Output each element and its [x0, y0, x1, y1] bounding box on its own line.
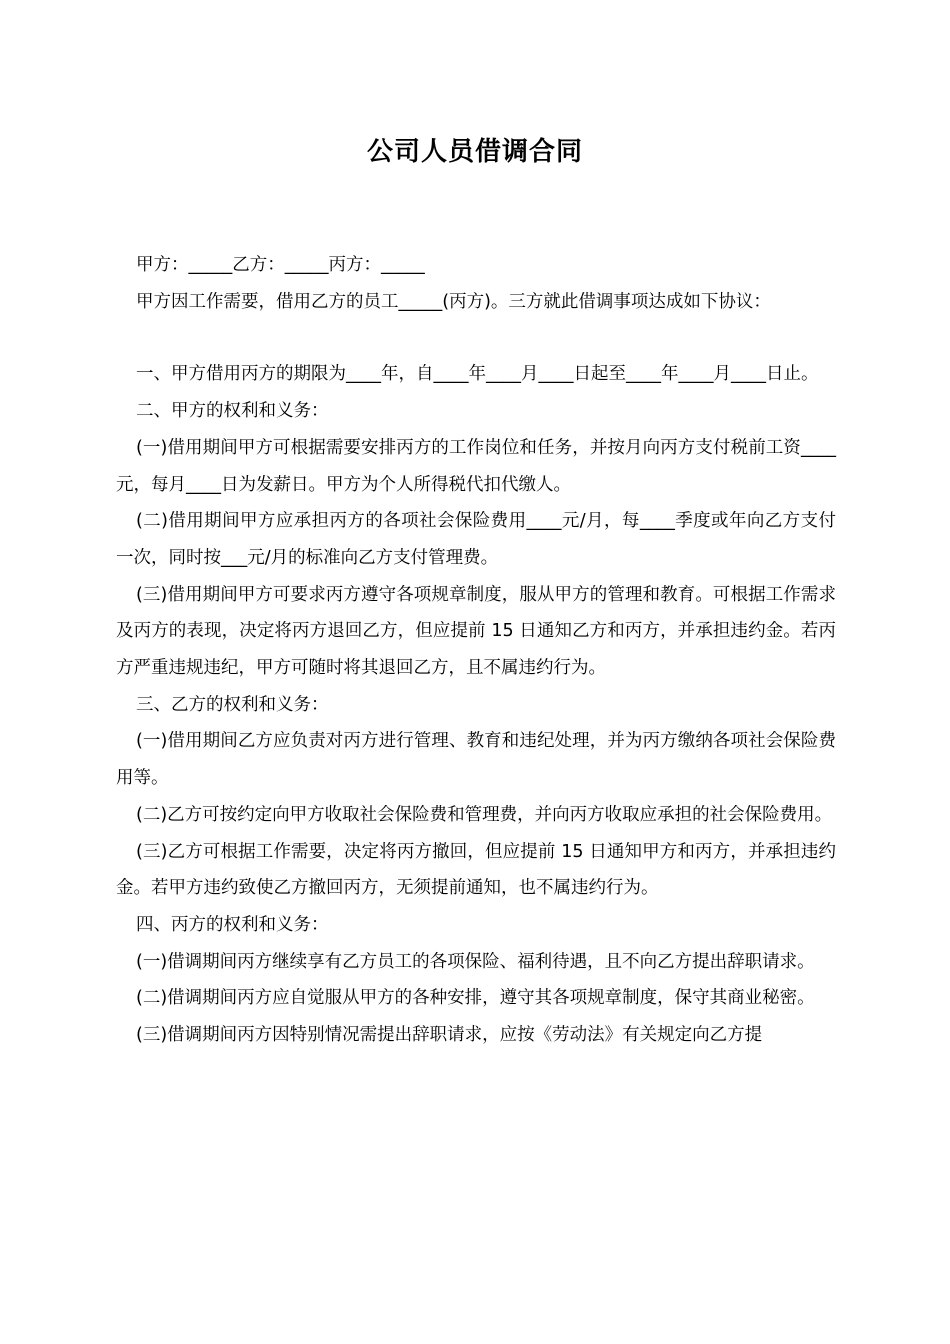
paragraph-spacer [116, 320, 836, 356]
clause-3-1: (一)借用期间乙方应负责对丙方进行管理、教育和违纪处理，并为丙方缴纳各项社会保险费用等。 [116, 731, 836, 789]
clause-4-2: (二)借调期间丙方应自觉服从甲方的各种安排，遵守其各项规章制度，保守其商业秘密。 [136, 988, 815, 1009]
document-body [116, 247, 836, 1054]
clause-4-1: (一)借调期间丙方继续享有乙方员工的各项保险、福利待遇，且不向乙方提出辞职请求。 [136, 951, 815, 972]
clause-2-2: (二)借用期间甲方应承担丙方的各项社会保险费用____元/月，每____季度或年向乙方支付一次，同时按___元/月的标准向乙方支付管理费。 [116, 511, 836, 568]
section-heading-party-c: 四、丙方的权利和义务： [136, 914, 329, 935]
document-title: 公司人员借调合同 [366, 137, 583, 167]
clause-3-2: (二)乙方可按约定向甲方收取社会保险费和管理费，并向丙方收取应承担的社会保险费用。 [136, 804, 833, 825]
clause-2-3: (三)借用期间甲方可要求丙方遵守各项规章制度，服从甲方的管理和教育。可根据工作需求及丙方的表现，决定将丙方退回乙方，但应提前 15 日通知乙方和丙方，并承担违约金。若丙方严重违规违纪，甲方可随时将其退回乙方，且不属违约行为。 [116, 584, 836, 679]
clause-2-1: (一)借用期间甲方可根据需要安排丙方的工作岗位和任务，并按月向丙方支付税前工资____元，每月____日为发薪日。甲方为个人所得税代扣代缴人。 [116, 437, 836, 495]
section-heading-party-b: 三、乙方的权利和义务： [136, 694, 329, 715]
parties-line: 甲方：_____乙方：_____丙方：_____ [136, 255, 425, 275]
clause-4-3: (三)借调期间丙方因特别情况需提出辞职请求，应按《劳动法》有关规定向乙方提 [136, 1025, 763, 1046]
section-heading-party-a: 二、甲方的权利和义务： [136, 401, 329, 422]
clause-3-3: (三)乙方可根据工作需要，决定将丙方撤回，但应提前 15 日通知甲方和丙方，并承担违约金。若甲方违约致使乙方撤回丙方，无须提前通知，也不属违约行为。 [116, 841, 836, 899]
preamble-paragraph: 甲方因工作需要，借用乙方的员工_____(丙方)。三方就此借调事项达成如下协议： [136, 291, 771, 312]
clause-1-term: 一、甲方借用丙方的期限为____年，自____年____月____日起至____年____月____日止。 [136, 364, 819, 385]
